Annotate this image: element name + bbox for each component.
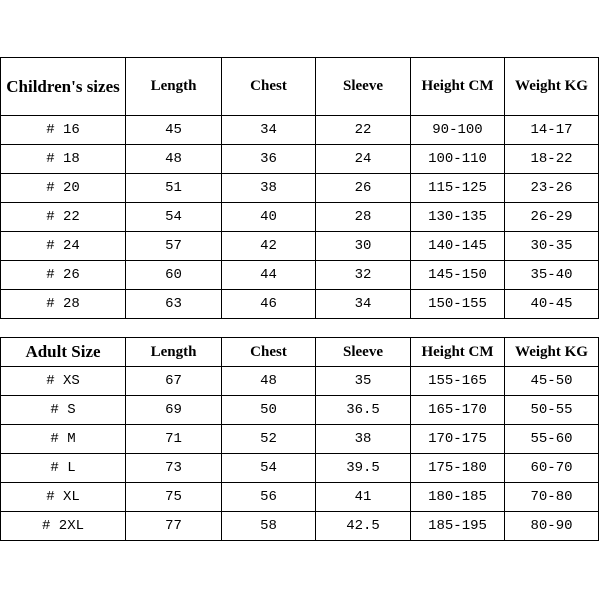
table-row [1,396,599,425]
header-length: Length [126,338,222,367]
table-row [1,232,599,261]
size-cell: # 24 [1,232,126,261]
weight-cell: 55-60 [505,425,599,454]
length-cell: 45 [126,116,222,145]
height-cell: 180-185 [411,483,505,512]
chest-cell: 36 [222,145,316,174]
length-cell: 57 [126,232,222,261]
sleeve-cell: 28 [316,203,411,232]
table-row [1,454,599,483]
size-cell: # XL [1,483,126,512]
header-height-cm: Height CM [411,338,505,367]
size-cell: # S [1,396,126,425]
height-cell: 165-170 [411,396,505,425]
size-cell: # M [1,425,126,454]
size-cell: # L [1,454,126,483]
section-divider [1,319,599,338]
table-row [1,483,599,512]
sleeve-cell: 35 [316,367,411,396]
weight-cell: 60-70 [505,454,599,483]
chest-cell: 48 [222,367,316,396]
header-chest: Chest [222,338,316,367]
sleeve-cell: 24 [316,145,411,174]
table-row [1,203,599,232]
length-cell: 63 [126,290,222,319]
chest-cell: 38 [222,174,316,203]
height-cell: 130-135 [411,203,505,232]
height-cell: 155-165 [411,367,505,396]
sleeve-cell: 38 [316,425,411,454]
sleeve-cell: 22 [316,116,411,145]
table-row [1,425,599,454]
length-cell: 77 [126,512,222,541]
chest-cell: 34 [222,116,316,145]
table-row [1,116,599,145]
size-cell: # XS [1,367,126,396]
header-weight-kg: Weight KG [505,58,599,116]
size-cell: # 16 [1,116,126,145]
chest-cell: 54 [222,454,316,483]
length-cell: 54 [126,203,222,232]
table-row [1,512,599,541]
weight-cell: 18-22 [505,145,599,174]
table-row [1,261,599,290]
height-cell: 140-145 [411,232,505,261]
sleeve-cell: 32 [316,261,411,290]
height-cell: 90-100 [411,116,505,145]
header-weight-kg: Weight KG [505,338,599,367]
adult-size-title: Adult Size [1,338,126,367]
size-cell: # 20 [1,174,126,203]
children-size-title: Children's sizes [1,58,126,116]
children-header-row [1,58,599,116]
length-cell: 69 [126,396,222,425]
height-cell: 150-155 [411,290,505,319]
weight-cell: 70-80 [505,483,599,512]
weight-cell: 14-17 [505,116,599,145]
height-cell: 100-110 [411,145,505,174]
chest-cell: 52 [222,425,316,454]
sleeve-cell: 42.5 [316,512,411,541]
size-cell: # 2XL [1,512,126,541]
weight-cell: 80-90 [505,512,599,541]
table-row [1,145,599,174]
chest-cell: 46 [222,290,316,319]
height-cell: 185-195 [411,512,505,541]
length-cell: 51 [126,174,222,203]
sleeve-cell: 30 [316,232,411,261]
chest-cell: 44 [222,261,316,290]
header-length: Length [126,58,222,116]
size-chart-table [0,57,599,541]
length-cell: 48 [126,145,222,174]
chest-cell: 58 [222,512,316,541]
table-row [1,290,599,319]
sleeve-cell: 26 [316,174,411,203]
length-cell: 67 [126,367,222,396]
length-cell: 73 [126,454,222,483]
height-cell: 115-125 [411,174,505,203]
height-cell: 170-175 [411,425,505,454]
size-cell: # 26 [1,261,126,290]
height-cell: 175-180 [411,454,505,483]
header-height-cm: Height CM [411,58,505,116]
chest-cell: 50 [222,396,316,425]
sleeve-cell: 39.5 [316,454,411,483]
header-chest: Chest [222,58,316,116]
size-cell: # 28 [1,290,126,319]
adult-header-row [1,338,599,367]
chest-cell: 40 [222,203,316,232]
sleeve-cell: 36.5 [316,396,411,425]
table-row [1,174,599,203]
weight-cell: 23-26 [505,174,599,203]
weight-cell: 35-40 [505,261,599,290]
length-cell: 60 [126,261,222,290]
size-cell: # 18 [1,145,126,174]
header-sleeve: Sleeve [316,338,411,367]
weight-cell: 26-29 [505,203,599,232]
weight-cell: 40-45 [505,290,599,319]
sleeve-cell: 34 [316,290,411,319]
weight-cell: 45-50 [505,367,599,396]
sleeve-cell: 41 [316,483,411,512]
length-cell: 71 [126,425,222,454]
header-sleeve: Sleeve [316,58,411,116]
chest-cell: 42 [222,232,316,261]
table-row [1,367,599,396]
length-cell: 75 [126,483,222,512]
weight-cell: 50-55 [505,396,599,425]
weight-cell: 30-35 [505,232,599,261]
height-cell: 145-150 [411,261,505,290]
size-cell: # 22 [1,203,126,232]
chest-cell: 56 [222,483,316,512]
